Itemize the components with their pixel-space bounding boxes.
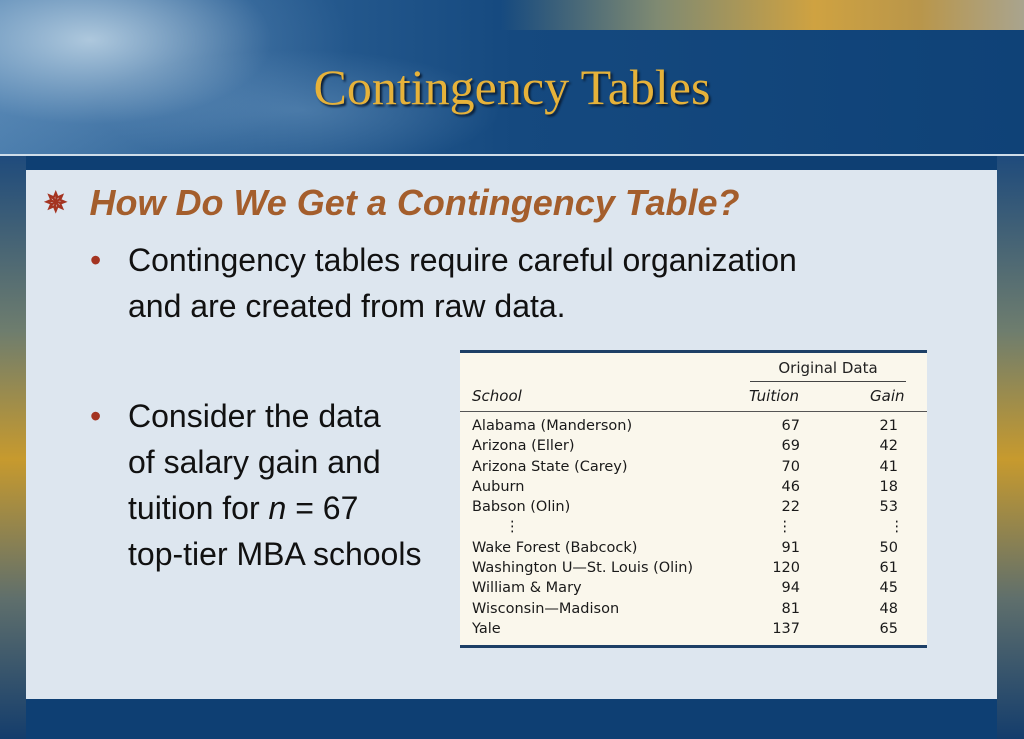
bullet-line: top-tier MBA schools	[128, 536, 422, 572]
table-row	[460, 560, 927, 580]
table-row	[460, 601, 927, 621]
group-underline	[750, 381, 906, 382]
section-heading	[44, 182, 740, 224]
cell-school: Auburn	[472, 478, 525, 495]
cell-gain: 50	[879, 539, 898, 556]
column-header-gain: Gain	[870, 387, 905, 405]
cell-gain: 45	[879, 580, 898, 597]
cell-school: Alabama (Manderson)	[472, 418, 633, 434]
cell-gain: 41	[879, 458, 898, 475]
bullet-line: and are created from raw data.	[128, 288, 566, 324]
cell-tuition: 94	[781, 580, 800, 597]
bullet-dot-icon: •	[90, 398, 102, 434]
table-row	[460, 540, 927, 560]
compass-star-icon: ✵	[44, 187, 68, 218]
header-stripe	[500, 0, 1024, 30]
table-body	[460, 418, 927, 641]
n-value: = 67	[286, 490, 359, 526]
table-row	[460, 479, 927, 499]
cell-gain: 42	[879, 438, 898, 455]
cell-gain: 61	[879, 560, 898, 577]
cell-school: Babson (Olin)	[472, 499, 571, 516]
header-divider	[460, 411, 927, 412]
cell-school: Yale	[472, 620, 501, 637]
ellipsis-school: ⋮	[505, 519, 520, 536]
cell-school: Wake Forest (Babcock)	[472, 539, 638, 556]
ellipsis-gain: ⋮	[889, 519, 904, 536]
slide-title: Contingency Tables	[313, 59, 711, 115]
bullet-dot-icon: •	[90, 242, 102, 278]
cell-gain: 21	[879, 418, 898, 434]
cell-school: Arizona State (Carey)	[472, 458, 628, 475]
mba-data-table	[460, 350, 927, 648]
cell-tuition: 137	[772, 620, 800, 637]
cell-school: William & Mary	[472, 580, 582, 597]
table-row	[460, 580, 927, 600]
left-border	[0, 156, 26, 739]
cell-tuition: 70	[781, 458, 800, 475]
cell-school: Wisconsin—Madison	[472, 600, 620, 617]
bullet-organization	[90, 237, 948, 329]
bullet-consider-data	[90, 393, 488, 577]
group-header: Original Data	[778, 359, 878, 377]
cell-school: Arizona (Eller)	[472, 438, 575, 455]
bullet-line: Contingency tables require careful organization	[128, 242, 797, 278]
ellipsis-tuition: ⋮	[777, 519, 792, 536]
table-row	[460, 499, 927, 519]
heading-text: How Do We Get a Contingency Table?	[89, 182, 740, 223]
cell-gain: 48	[879, 600, 898, 617]
cell-tuition: 67	[781, 418, 800, 434]
cell-tuition: 22	[781, 499, 800, 516]
ellipsis-row	[460, 519, 927, 539]
column-header-school: School	[472, 387, 522, 405]
column-header-tuition: Tuition	[749, 387, 800, 405]
table-row	[460, 459, 927, 479]
cell-tuition: 91	[781, 539, 800, 556]
cell-school: Washington U—St. Louis (Olin)	[472, 560, 694, 577]
cell-gain: 53	[879, 499, 898, 516]
cell-tuition: 46	[781, 478, 800, 495]
cell-tuition: 81	[781, 600, 800, 617]
bullet-line: of salary gain and	[128, 444, 381, 480]
right-border	[997, 156, 1024, 739]
slide-header	[0, 0, 1024, 156]
cell-gain: 65	[879, 620, 898, 637]
n-symbol: n	[268, 490, 287, 526]
table-row	[460, 621, 927, 641]
table-row	[460, 438, 927, 458]
bullet-line: tuition for	[128, 490, 269, 526]
table-row	[460, 418, 927, 438]
cell-tuition: 69	[781, 438, 800, 455]
bullet-line: Consider the data	[128, 398, 381, 434]
cell-gain: 18	[879, 478, 898, 495]
cell-tuition: 120	[772, 560, 800, 577]
